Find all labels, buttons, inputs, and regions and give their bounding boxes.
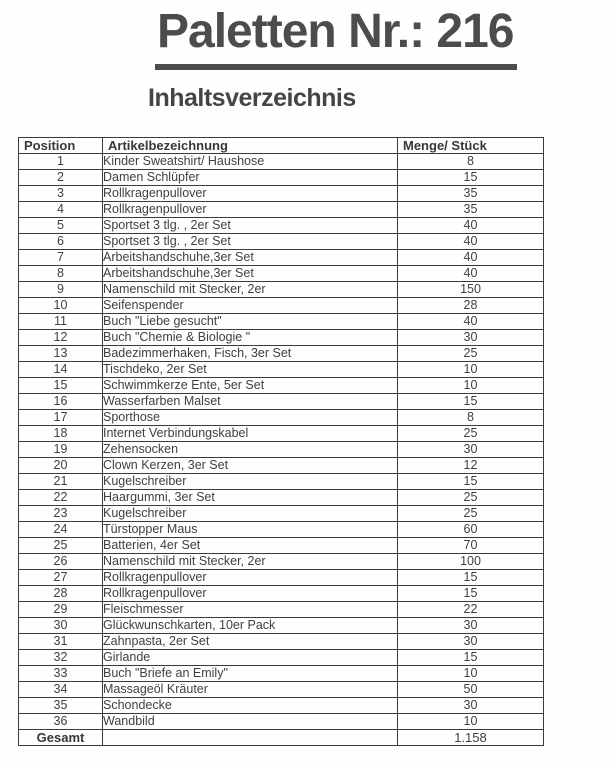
cell-article: Girlande [103, 650, 398, 666]
table-row [19, 714, 544, 730]
cell-quantity: 25 [398, 490, 544, 506]
table-row [19, 250, 544, 266]
cell-article: Tischdeko, 2er Set [103, 362, 398, 378]
table-row [19, 522, 544, 538]
cell-position: 13 [19, 346, 103, 362]
cell-quantity: 15 [398, 586, 544, 602]
table-row [19, 426, 544, 442]
cell-position: 34 [19, 682, 103, 698]
cell-article: Rollkragenpullover [103, 570, 398, 586]
header-article: Artikelbezeichnung [103, 138, 398, 154]
cell-quantity: 12 [398, 458, 544, 474]
total-value: 1.158 [398, 730, 544, 746]
table-row [19, 698, 544, 714]
cell-article: Sporthose [103, 410, 398, 426]
cell-article: Massageöl Kräuter [103, 682, 398, 698]
cell-article: Schondecke [103, 698, 398, 714]
cell-quantity: 40 [398, 266, 544, 282]
cell-position: 33 [19, 666, 103, 682]
cell-position: 8 [19, 266, 103, 282]
cell-position: 21 [19, 474, 103, 490]
cell-quantity: 40 [398, 218, 544, 234]
cell-position: 15 [19, 378, 103, 394]
table-row [19, 314, 544, 330]
cell-article: Haargummi, 3er Set [103, 490, 398, 506]
cell-article: Zehensocken [103, 442, 398, 458]
cell-quantity: 30 [398, 698, 544, 714]
table-row [19, 298, 544, 314]
cell-position: 36 [19, 714, 103, 730]
cell-position: 11 [19, 314, 103, 330]
table-row [19, 602, 544, 618]
table-row [19, 474, 544, 490]
table-row [19, 490, 544, 506]
cell-article: Buch "Chemie & Biologie " [103, 330, 398, 346]
cell-article: Wandbild [103, 714, 398, 730]
cell-quantity: 8 [398, 154, 544, 170]
cell-article: Rollkragenpullover [103, 586, 398, 602]
section-title: Inhaltsverzeichnis [148, 84, 356, 112]
table-row [19, 154, 544, 170]
table-row [19, 442, 544, 458]
cell-position: 1 [19, 154, 103, 170]
cell-position: 3 [19, 186, 103, 202]
table-row [19, 586, 544, 602]
contents-table [18, 137, 544, 746]
cell-position: 32 [19, 650, 103, 666]
table-row [19, 266, 544, 282]
cell-article: Seifenspender [103, 298, 398, 314]
table-row [19, 650, 544, 666]
cell-article: Schwimmkerze Ente, 5er Set [103, 378, 398, 394]
cell-position: 10 [19, 298, 103, 314]
table-row [19, 170, 544, 186]
cell-position: 18 [19, 426, 103, 442]
cell-article: Sportset 3 tlg. , 2er Set [103, 218, 398, 234]
cell-position: 7 [19, 250, 103, 266]
cell-quantity: 40 [398, 234, 544, 250]
table-row [19, 554, 544, 570]
table-row [19, 234, 544, 250]
table-row [19, 458, 544, 474]
total-label: Gesamt [19, 730, 103, 746]
cell-article: Zahnpasta, 2er Set [103, 634, 398, 650]
cell-quantity: 30 [398, 442, 544, 458]
cell-article: Arbeitshandschuhe,3er Set [103, 266, 398, 282]
table-row [19, 666, 544, 682]
cell-quantity: 28 [398, 298, 544, 314]
table-row [19, 186, 544, 202]
cell-article: Namenschild mit Stecker, 2er [103, 282, 398, 298]
cell-quantity: 35 [398, 186, 544, 202]
table-row [19, 538, 544, 554]
table-row [19, 618, 544, 634]
cell-position: 2 [19, 170, 103, 186]
cell-quantity: 10 [398, 666, 544, 682]
cell-article: Internet Verbindungskabel [103, 426, 398, 442]
cell-quantity: 50 [398, 682, 544, 698]
table-row [19, 282, 544, 298]
cell-quantity: 15 [398, 570, 544, 586]
cell-article: Badezimmerhaken, Fisch, 3er Set [103, 346, 398, 362]
total-row [19, 730, 544, 746]
cell-article: Kugelschreiber [103, 474, 398, 490]
cell-position: 12 [19, 330, 103, 346]
cell-position: 35 [19, 698, 103, 714]
cell-quantity: 15 [398, 394, 544, 410]
cell-article: Sportset 3 tlg. , 2er Set [103, 234, 398, 250]
table-row [19, 346, 544, 362]
cell-position: 26 [19, 554, 103, 570]
table-body [19, 154, 544, 730]
cell-position: 9 [19, 282, 103, 298]
cell-article: Wasserfarben Malset [103, 394, 398, 410]
cell-position: 30 [19, 618, 103, 634]
cell-article: Türstopper Maus [103, 522, 398, 538]
table-row [19, 682, 544, 698]
cell-quantity: 30 [398, 330, 544, 346]
cell-quantity: 15 [398, 170, 544, 186]
table-row [19, 634, 544, 650]
table-header-row [19, 138, 544, 154]
cell-quantity: 70 [398, 538, 544, 554]
cell-position: 6 [19, 234, 103, 250]
cell-quantity: 30 [398, 618, 544, 634]
cell-position: 22 [19, 490, 103, 506]
cell-quantity: 40 [398, 314, 544, 330]
cell-article: Rollkragenpullover [103, 202, 398, 218]
cell-article: Damen Schlüpfer [103, 170, 398, 186]
page-title: Paletten Nr.: 216 [155, 4, 517, 70]
cell-position: 4 [19, 202, 103, 218]
cell-position: 17 [19, 410, 103, 426]
cell-position: 29 [19, 602, 103, 618]
cell-quantity: 60 [398, 522, 544, 538]
cell-quantity: 8 [398, 410, 544, 426]
table-row [19, 506, 544, 522]
cell-quantity: 22 [398, 602, 544, 618]
table-row [19, 330, 544, 346]
cell-quantity: 25 [398, 346, 544, 362]
cell-position: 23 [19, 506, 103, 522]
cell-article: Batterien, 4er Set [103, 538, 398, 554]
cell-article: Glückwunschkarten, 10er Pack [103, 618, 398, 634]
cell-quantity: 15 [398, 474, 544, 490]
cell-article: Fleischmesser [103, 602, 398, 618]
table-row [19, 570, 544, 586]
table-row [19, 378, 544, 394]
cell-position: 20 [19, 458, 103, 474]
cell-article: Clown Kerzen, 3er Set [103, 458, 398, 474]
table-row [19, 394, 544, 410]
cell-position: 16 [19, 394, 103, 410]
table-row [19, 202, 544, 218]
cell-position: 25 [19, 538, 103, 554]
table-row [19, 218, 544, 234]
table-row [19, 362, 544, 378]
cell-quantity: 35 [398, 202, 544, 218]
header-position: Position [19, 138, 103, 154]
cell-article: Buch "Briefe an Emily" [103, 666, 398, 682]
cell-quantity: 100 [398, 554, 544, 570]
cell-quantity: 25 [398, 426, 544, 442]
cell-article: Namenschild mit Stecker, 2er [103, 554, 398, 570]
cell-quantity: 15 [398, 650, 544, 666]
cell-position: 27 [19, 570, 103, 586]
cell-position: 28 [19, 586, 103, 602]
cell-article: Buch "Liebe gesucht" [103, 314, 398, 330]
cell-position: 24 [19, 522, 103, 538]
cell-quantity: 150 [398, 282, 544, 298]
cell-article: Rollkragenpullover [103, 186, 398, 202]
cell-quantity: 30 [398, 634, 544, 650]
cell-quantity: 10 [398, 362, 544, 378]
cell-position: 31 [19, 634, 103, 650]
cell-quantity: 10 [398, 378, 544, 394]
header-quantity: Menge/ Stück [398, 138, 544, 154]
cell-position: 19 [19, 442, 103, 458]
total-spacer [103, 730, 398, 746]
cell-article: Arbeitshandschuhe,3er Set [103, 250, 398, 266]
table-row [19, 410, 544, 426]
cell-article: Kinder Sweatshirt/ Haushose [103, 154, 398, 170]
cell-article: Kugelschreiber [103, 506, 398, 522]
cell-position: 5 [19, 218, 103, 234]
cell-position: 14 [19, 362, 103, 378]
cell-quantity: 10 [398, 714, 544, 730]
cell-quantity: 25 [398, 506, 544, 522]
cell-quantity: 40 [398, 250, 544, 266]
